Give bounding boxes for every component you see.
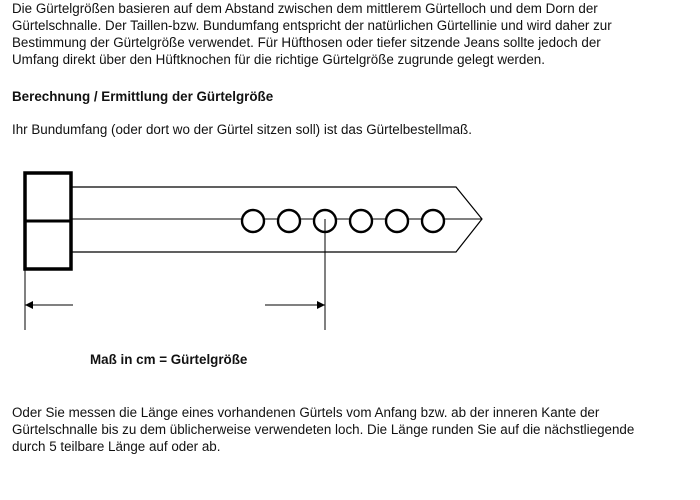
measure-label: Maß in cm = Gürtelgröße (90, 352, 248, 367)
belt-hole (242, 210, 264, 232)
instruction-paragraph: Ihr Bundumfang (oder dort wo der Gürtel sitzen soll) ist das Gürtelbestellmaß. (12, 122, 472, 137)
section-heading: Berechnung / Ermittlung der Gürtelgröße (12, 89, 274, 104)
outro-paragraph: Oder Sie messen die Länge eines vorhandenen Gürtels vom Anfang bzw. ab der inneren Kante der Gürtelschnalle bis zu dem üblicherweise verwendeten loch. Die Länge runden Sie auf die nächstliegende durch 5 teilbare Länge auf oder ab. (12, 405, 635, 454)
belt-hole (422, 210, 444, 232)
belt-hole (278, 210, 300, 232)
belt-holes (242, 210, 444, 232)
belt-hole (386, 210, 408, 232)
measure-arrowhead-right (317, 301, 325, 309)
measure-arrowhead-left (25, 301, 33, 309)
belt-hole (350, 210, 372, 232)
intro-paragraph: Die Gürtelgrößen basieren auf dem Abstand zwischen dem mittlerem Gürtelloch und dem Dorn der Gürtelschnalle. Der Taillen-bzw. Bundumfang entspricht der natürlichen Gürtellinie und wird daher zur Bestimmung der Gürtelgröße verwendet. Für Hüfthosen oder tiefer sitzende Jeans sollte jedoch der Umfang direkt über den Hüftknochen für die richtige Gürtelgröße zugrunde gelegt werden. (12, 1, 612, 67)
